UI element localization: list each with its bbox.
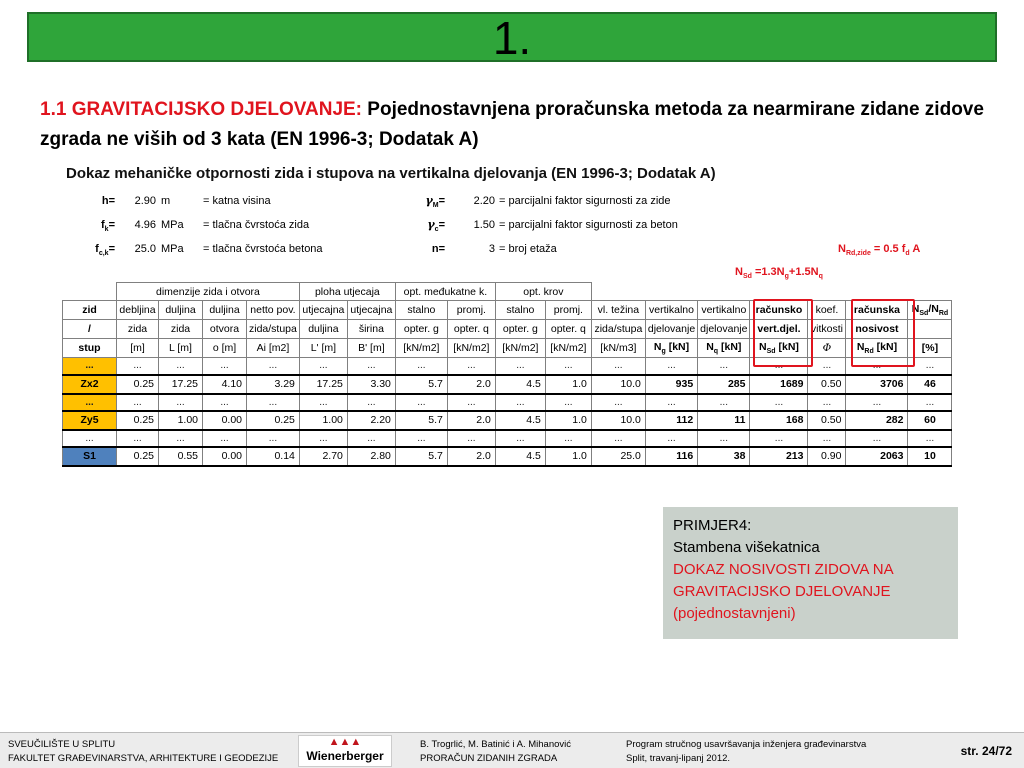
th-c0-1: zid bbox=[63, 301, 117, 320]
th-c4-3: Ai [m2] bbox=[247, 339, 300, 358]
th-c4-1: netto pov. bbox=[247, 301, 300, 320]
th-c6-1: utjecajna bbox=[347, 301, 395, 320]
th-c2-2: zida bbox=[159, 320, 203, 339]
th-c15-3: Φ bbox=[808, 339, 846, 358]
th-c5-3: L' [m] bbox=[299, 339, 347, 358]
footer-faculty: FAKULTET GRAĐEVINARSTVA, ARHITEKTURE I GEODEZIJE bbox=[8, 753, 279, 764]
cell: ... bbox=[495, 394, 545, 411]
th-c8-3: [kN/m2] bbox=[447, 339, 495, 358]
cell: ... bbox=[447, 430, 495, 447]
cell: 11 bbox=[698, 411, 750, 430]
column-id: S1 bbox=[63, 447, 117, 466]
cell: 1.0 bbox=[545, 447, 591, 466]
cell: ... bbox=[645, 358, 697, 375]
cell: 5.7 bbox=[395, 447, 447, 466]
cell: ... bbox=[447, 358, 495, 375]
cell: ... bbox=[591, 430, 645, 447]
table-group-header-row bbox=[63, 283, 952, 301]
cell: 0.00 bbox=[203, 411, 247, 430]
cell: ... bbox=[159, 394, 203, 411]
th-c9-2: opter. g bbox=[495, 320, 545, 339]
example-topic-line-2: GRAVITACIJSKO DJELOVANJE bbox=[673, 583, 891, 600]
cell: ... bbox=[495, 430, 545, 447]
th-c16-1: računska bbox=[846, 301, 908, 320]
group-dimensions: dimenzije zida i otvora bbox=[117, 283, 300, 301]
cell: ... bbox=[395, 394, 447, 411]
th-c10-1: promj. bbox=[545, 301, 591, 320]
table-header-row-1 bbox=[63, 301, 952, 320]
example-topic-line-1: DOKAZ NOSIVOSTI ZIDOVA NA bbox=[673, 561, 894, 578]
param-h-desc: = katna visina bbox=[203, 195, 271, 207]
cell: ... bbox=[299, 394, 347, 411]
cell: ... bbox=[750, 430, 808, 447]
th-c7-2: opter. g bbox=[395, 320, 447, 339]
th-c0-3: stup bbox=[63, 339, 117, 358]
th-c9-1: stalno bbox=[495, 301, 545, 320]
cell: ... bbox=[117, 430, 159, 447]
th-c17-3: [%] bbox=[908, 339, 952, 358]
example-building: Stambena višekatnica bbox=[673, 539, 820, 556]
slide-title-bar bbox=[27, 12, 997, 62]
wall-check-table bbox=[62, 282, 952, 467]
cell: 0.14 bbox=[247, 447, 300, 466]
th-c13-2: djelovanje bbox=[698, 320, 750, 339]
param-n-desc: = broj etaža bbox=[499, 243, 557, 255]
th-c16-2: nosivost bbox=[846, 320, 908, 339]
group-floor-load: opt. međukatne k. bbox=[395, 283, 495, 301]
th-c3-3: o [m] bbox=[203, 339, 247, 358]
footer-page-number: str. 24/72 bbox=[960, 744, 1012, 758]
cell: 116 bbox=[645, 447, 697, 466]
cell: 3.29 bbox=[247, 375, 300, 394]
cell: ... bbox=[698, 430, 750, 447]
cell: 2.80 bbox=[347, 447, 395, 466]
cell: 0.25 bbox=[247, 411, 300, 430]
th-c1-1: debljina bbox=[117, 301, 159, 320]
cell: 2063 bbox=[846, 447, 908, 466]
cell: ... bbox=[117, 394, 159, 411]
cell: ... bbox=[203, 430, 247, 447]
cell: ... bbox=[63, 358, 117, 375]
cell: ... bbox=[247, 358, 300, 375]
param-fk-desc: = tlačna čvrstoća zida bbox=[203, 219, 310, 231]
param-gammaC-value: 1.50 bbox=[473, 219, 495, 231]
cell: ... bbox=[750, 358, 808, 375]
nrd-highlight-frame bbox=[851, 299, 915, 367]
th-c7-1: stalno bbox=[395, 301, 447, 320]
table-row-s1 bbox=[63, 447, 952, 466]
logo-mark-icon: ▲▲▲ bbox=[328, 736, 362, 748]
cell: 1.00 bbox=[159, 411, 203, 430]
sheet-title: Dokaz mehaničke otpornosti zida i stupova na vertikalna djelovanja (EN 1996-3; Dodatak A) bbox=[66, 165, 716, 182]
th-c10-2: opter. q bbox=[545, 320, 591, 339]
cell: 1.0 bbox=[545, 411, 591, 430]
cell: 2.20 bbox=[347, 411, 395, 430]
param-gammaC-label: $\gamma_c=$ bbox=[427, 218, 445, 234]
cell: 10.0 bbox=[591, 411, 645, 430]
param-h-value: 2.90 bbox=[134, 195, 156, 207]
cell: 3706 bbox=[846, 375, 908, 394]
table-ellipsis-row bbox=[63, 394, 952, 411]
wall-id: Zx2 bbox=[63, 375, 117, 394]
cell: 4.5 bbox=[495, 447, 545, 466]
param-gammaM-label: $\gamma_M=$ bbox=[425, 194, 445, 210]
table-row-zy5 bbox=[63, 411, 952, 430]
th-c6-3: B' [m] bbox=[347, 339, 395, 358]
th-c13-3: $N_q$ [kN] bbox=[698, 339, 750, 358]
th-c6-2: širina bbox=[347, 320, 395, 339]
nsd-highlight-frame bbox=[753, 299, 813, 367]
slide-heading bbox=[40, 95, 990, 155]
cell: ... bbox=[63, 430, 117, 447]
cell: 5.7 bbox=[395, 375, 447, 394]
th-c5-2: duljina bbox=[299, 320, 347, 339]
table-header-row-2 bbox=[63, 320, 952, 339]
cell: 10 bbox=[908, 447, 952, 466]
cell: ... bbox=[159, 430, 203, 447]
th-c5-1: utjecajna bbox=[299, 301, 347, 320]
cell: 0.25 bbox=[117, 447, 159, 466]
th-c0-2: / bbox=[63, 320, 117, 339]
cell: 2.70 bbox=[299, 447, 347, 466]
th-c15-1: koef. bbox=[808, 301, 846, 320]
th-c11-3: [kN/m3] bbox=[591, 339, 645, 358]
cell: 0.55 bbox=[159, 447, 203, 466]
cell: ... bbox=[908, 430, 952, 447]
table-row-zx2 bbox=[63, 375, 952, 394]
footer-program: Program stručnog usavršavanja inženjera građevinarstva bbox=[626, 739, 867, 750]
table-header-row-3 bbox=[63, 339, 952, 358]
slide-number: 1. bbox=[492, 12, 532, 64]
param-h-unit: m bbox=[161, 195, 171, 207]
cell: ... bbox=[395, 430, 447, 447]
th-c8-1: promj. bbox=[447, 301, 495, 320]
param-fck-unit: MPa bbox=[161, 243, 184, 255]
th-c15-2: vitkosti bbox=[808, 320, 846, 339]
heading-description: Pojednostavnjena proračunska metoda za nearmirane zidane zidove zgrada ne viših od 3 kata (EN 1996-3; Dodatak A) bbox=[40, 99, 984, 150]
th-c2-3: L [m] bbox=[159, 339, 203, 358]
th-c14-1: računsko bbox=[750, 301, 808, 320]
cell: ... bbox=[645, 394, 697, 411]
cell: 4.5 bbox=[495, 411, 545, 430]
footer-university: SVEUČILIŠTE U SPLITU bbox=[8, 739, 116, 750]
cell: ... bbox=[908, 358, 952, 375]
example-info-box bbox=[663, 507, 958, 639]
cell: 0.25 bbox=[117, 375, 159, 394]
cell: ... bbox=[247, 394, 300, 411]
cell: ... bbox=[545, 358, 591, 375]
cell: 935 bbox=[645, 375, 697, 394]
param-fck-label: $f_{c,k}=$ bbox=[95, 243, 115, 258]
cell: ... bbox=[545, 430, 591, 447]
cell: ... bbox=[447, 394, 495, 411]
cell: 168 bbox=[750, 411, 808, 430]
wall-id: Zy5 bbox=[63, 411, 117, 430]
param-n-label: n= bbox=[431, 243, 445, 255]
cell: 17.25 bbox=[159, 375, 203, 394]
cell: ... bbox=[750, 394, 808, 411]
cell: ... bbox=[808, 394, 846, 411]
cell: ... bbox=[808, 430, 846, 447]
th-c4-2: zida/stupa bbox=[247, 320, 300, 339]
cell: ... bbox=[645, 430, 697, 447]
th-c13-1: vertikalno bbox=[698, 301, 750, 320]
cell: 38 bbox=[698, 447, 750, 466]
table-ellipsis-row bbox=[63, 430, 952, 447]
param-fk-value: 4.96 bbox=[134, 219, 156, 231]
cell: ... bbox=[117, 358, 159, 375]
cell: 282 bbox=[846, 411, 908, 430]
cell: 17.25 bbox=[299, 375, 347, 394]
cell: ... bbox=[63, 394, 117, 411]
th-c14-3: $N_{Sd}$ [kN] bbox=[750, 339, 808, 358]
cell: 5.7 bbox=[395, 411, 447, 430]
cell: ... bbox=[347, 394, 395, 411]
th-c11-1: vl. težina bbox=[591, 301, 645, 320]
cell: 0.50 bbox=[808, 375, 846, 394]
cell: 2.0 bbox=[447, 447, 495, 466]
th-c17-1: $N_{Sd}/N_{Rd}$ bbox=[908, 301, 952, 320]
formula-nsd: $N_{Sd} =1.3N_g+1.5N_q$ bbox=[735, 266, 823, 281]
th-c10-3: [kN/m2] bbox=[545, 339, 591, 358]
th-c8-2: opter. q bbox=[447, 320, 495, 339]
cell: 4.5 bbox=[495, 375, 545, 394]
cell: 3.30 bbox=[347, 375, 395, 394]
cell: ... bbox=[808, 358, 846, 375]
cell: 0.25 bbox=[117, 411, 159, 430]
cell: ... bbox=[203, 358, 247, 375]
cell: 0.90 bbox=[808, 447, 846, 466]
cell: ... bbox=[698, 358, 750, 375]
th-c12-2: djelovanje bbox=[645, 320, 697, 339]
cell: ... bbox=[846, 394, 908, 411]
cell: ... bbox=[347, 358, 395, 375]
example-topic-line-3: (pojednostavnjeni) bbox=[673, 605, 796, 622]
cell: ... bbox=[591, 358, 645, 375]
cell: 1.00 bbox=[299, 411, 347, 430]
param-n-value: 3 bbox=[488, 243, 495, 255]
param-fck-value: 25.0 bbox=[134, 243, 156, 255]
th-c14-2: vert.djel. bbox=[750, 320, 808, 339]
param-gammaM-desc: = parcijalni faktor sigurnosti za zide bbox=[499, 195, 671, 207]
param-gammaM-value: 2.20 bbox=[473, 195, 495, 207]
cell: ... bbox=[299, 430, 347, 447]
th-c3-1: duljina bbox=[203, 301, 247, 320]
th-c11-2: zida/stupa bbox=[591, 320, 645, 339]
cell: ... bbox=[908, 394, 952, 411]
footer bbox=[0, 732, 1024, 768]
cell: 4.10 bbox=[203, 375, 247, 394]
cell: 1.0 bbox=[545, 375, 591, 394]
cell: 213 bbox=[750, 447, 808, 466]
th-c12-1: vertikalno bbox=[645, 301, 697, 320]
table-ellipsis-row bbox=[63, 358, 952, 375]
cell: 25.0 bbox=[591, 447, 645, 466]
cell: ... bbox=[203, 394, 247, 411]
cell: ... bbox=[591, 394, 645, 411]
th-c2-1: duljina bbox=[159, 301, 203, 320]
th-c1-3: [m] bbox=[117, 339, 159, 358]
cell: ... bbox=[846, 430, 908, 447]
th-c3-2: otvora bbox=[203, 320, 247, 339]
cell: 2.0 bbox=[447, 411, 495, 430]
wienerberger-logo bbox=[298, 735, 392, 767]
cell: ... bbox=[545, 394, 591, 411]
cell: ... bbox=[395, 358, 447, 375]
param-fk-label: $f_k=$ bbox=[100, 219, 115, 234]
cell: ... bbox=[159, 358, 203, 375]
cell: ... bbox=[247, 430, 300, 447]
cell: ... bbox=[495, 358, 545, 375]
th-c1-2: zida bbox=[117, 320, 159, 339]
param-gammaC-desc: = parcijalni faktor sigurnosti za beton bbox=[499, 219, 678, 231]
cell: 285 bbox=[698, 375, 750, 394]
cell: 1689 bbox=[750, 375, 808, 394]
formula-nrd-walls: $N_{Rd,zide} = 0.5$ $f_d$ A bbox=[838, 243, 921, 258]
footer-course: PRORAČUN ZIDANIH ZGRADA bbox=[420, 753, 558, 764]
param-fk-unit: MPa bbox=[161, 219, 184, 231]
cell: ... bbox=[846, 358, 908, 375]
footer-place-date: Split, travanj-lipanj 2012. bbox=[626, 753, 731, 764]
cell: 60 bbox=[908, 411, 952, 430]
group-influence-area: ploha utjecaja bbox=[299, 283, 395, 301]
heading-section: 1.1 GRAVITACIJSKO DJELOVANJE: bbox=[40, 99, 363, 120]
param-fck-desc: = tlačna čvrstoća betona bbox=[203, 243, 323, 255]
param-h-label: h= bbox=[101, 195, 115, 207]
cell: ... bbox=[299, 358, 347, 375]
cell: ... bbox=[347, 430, 395, 447]
cell: 46 bbox=[908, 375, 952, 394]
footer-authors: B. Trogrlić, M. Batinić i A. Mihanović bbox=[420, 739, 571, 750]
logo-wordmark: Wienerberger bbox=[306, 749, 384, 763]
cell: ... bbox=[698, 394, 750, 411]
cell: 0.50 bbox=[808, 411, 846, 430]
cell: 2.0 bbox=[447, 375, 495, 394]
th-c9-3: [kN/m2] bbox=[495, 339, 545, 358]
group-roof-load: opt. krov bbox=[495, 283, 591, 301]
th-c16-3: $N_{Rd}$ [kN] bbox=[846, 339, 908, 358]
cell: 112 bbox=[645, 411, 697, 430]
th-c12-3: $N_g$ [kN] bbox=[645, 339, 697, 358]
cell: 10.0 bbox=[591, 375, 645, 394]
cell: 0.00 bbox=[203, 447, 247, 466]
example-label: PRIMJER4: bbox=[673, 517, 752, 534]
th-c7-3: [kN/m2] bbox=[395, 339, 447, 358]
